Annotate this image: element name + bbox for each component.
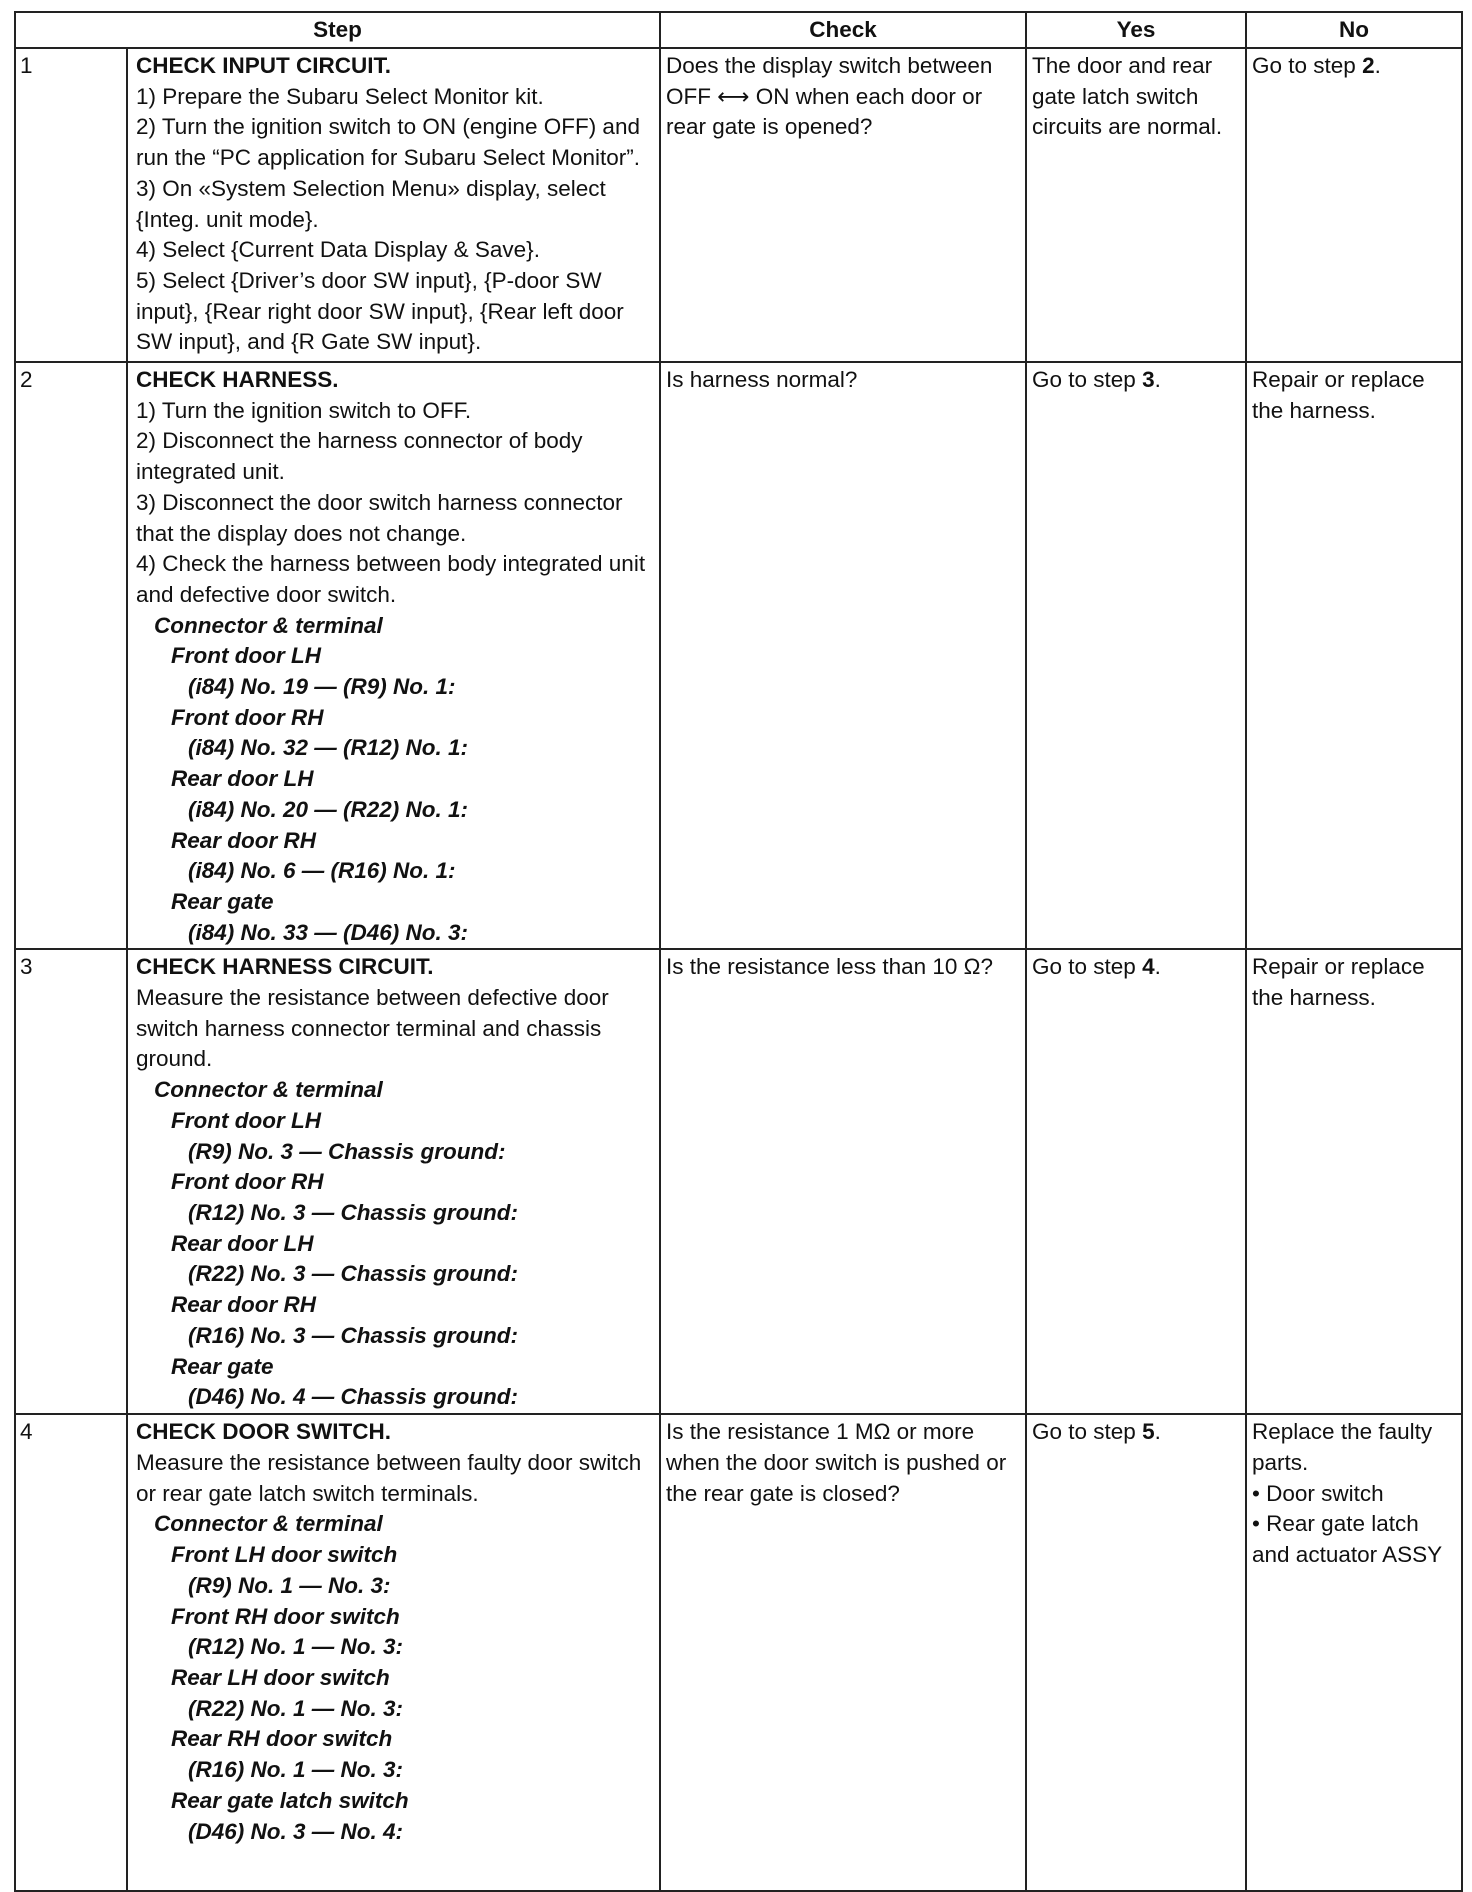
check-question: Is harness normal? [660,362,1026,949]
connector-terminal: (R16) No. 3 — Chassis ground: [188,1322,519,1348]
replace-part-item: • Rear gate latch and actuator ASSY [1252,1509,1458,1570]
instruction-line: Measure the resistance between faulty door switch or rear gate latch switch terminals. [136,1450,642,1506]
connector-label: Rear gate [171,1353,274,1379]
connector-terminal: (R9) No. 3 — Chassis ground: [188,1138,506,1164]
header-step: Step [15,12,660,48]
connector-label: Rear door LH [171,766,314,792]
yes-action-suffix: . [1154,367,1161,392]
step-row-3 [15,949,1462,1414]
check-question: Is the resistance 1 MΩ or more when the door switch is pushed or the rear gate is closed? [660,1414,1026,1891]
yes-action-suffix: . [1154,954,1161,980]
next-step-number: 5 [1142,1419,1155,1445]
instruction-line: 4) Check the harness between body integrated unit and defective door switch. [136,551,646,607]
check-question: Does the display switch between OFF ⟷ ON when each door or rear gate is opened? [660,48,1026,362]
next-step-number: 3 [1142,367,1155,392]
yes-action: The door and rear gate latch switch circuits are normal. [1026,48,1246,362]
step-row-2 [15,362,1462,949]
connector-heading: Connector & terminal [154,1077,383,1103]
connector-terminal: (i84) No. 33 — (D46) No. 3: [188,919,469,945]
yes-action-suffix: . [1154,1419,1161,1445]
instruction-line: 1) Prepare the Subaru Select Monitor kit. [136,83,544,109]
step-row-4 [15,1414,1462,1891]
connector-label: Front door RH [171,704,324,730]
connector-heading: Connector & terminal [154,612,383,638]
connector-terminal: (R22) No. 1 — No. 3: [188,1695,404,1721]
header-row [15,12,1462,48]
step-number: 1 [15,48,127,362]
yes-action-prefix: Go to step [1032,367,1143,392]
yes-action-prefix: Go to step [1032,954,1143,980]
instruction-line: 5) Select {Driver’s door SW input}, {P-door SW input}, {Rear right door SW input}, {Rear left door SW input}, and {R Gate SW input}. [136,267,624,355]
step-number: 2 [15,362,127,949]
connector-label: Front door LH [171,1107,321,1133]
instruction-line: 3) On «System Selection Menu» display, select {Integ. unit mode}. [136,175,606,232]
connector-heading: Connector & terminal [154,1511,383,1537]
no-action-text: Replace the faulty parts. [1252,1419,1433,1476]
no-action-suffix: . [1374,53,1381,78]
instruction-line: Measure the resistance between defective door switch harness connector terminal and chassis ground. [136,985,609,1072]
connector-terminal: (R16) No. 1 — No. 3: [188,1757,404,1783]
step-row-1 [15,48,1462,362]
connector-terminal: (R9) No. 1 — No. 3: [188,1572,391,1598]
connector-label: Front door RH [171,1169,324,1195]
connector-label: Front LH door switch [171,1542,398,1568]
step-description [127,48,660,362]
connector-terminal: (R12) No. 1 — No. 3: [188,1634,404,1660]
next-step-number: 4 [1142,954,1155,980]
step-number: 4 [15,1414,127,1891]
step-title: CHECK HARNESS CIRCUIT. [136,954,434,980]
connector-terminal: (i84) No. 6 — (R16) No. 1: [188,858,456,884]
connector-label: Rear door RH [171,827,317,853]
no-action [1246,1414,1462,1891]
connector-terminal: (D46) No. 4 — Chassis ground: [188,1384,519,1410]
yes-action [1026,362,1246,949]
header-no: No [1246,12,1462,48]
no-action: Repair or replace the harness. [1246,362,1462,949]
instruction-line: 3) Disconnect the door switch harness connector that the display does not change. [136,489,623,546]
diagnostic-procedure-table [14,11,1463,1892]
step-description [127,949,660,1414]
yes-action-prefix: Go to step [1032,1419,1143,1445]
connector-label: Rear gate latch switch [171,1787,409,1813]
connector-terminal: (i84) No. 19 — (R9) No. 1: [188,674,456,700]
connector-terminal: (R12) No. 3 — Chassis ground: [188,1199,519,1225]
no-action [1246,48,1462,362]
no-action-prefix: Go to step [1252,53,1363,78]
connector-label: Rear door RH [171,1292,317,1318]
connector-label: Front RH door switch [171,1603,400,1629]
connector-label: Rear gate [171,888,274,914]
step-title: CHECK INPUT CIRCUIT. [136,53,392,78]
instruction-line: 2) Disconnect the harness connector of body integrated unit. [136,428,583,485]
yes-action [1026,949,1246,1414]
header-check: Check [660,12,1026,48]
no-action: Repair or replace the harness. [1246,949,1462,1414]
connector-label: Rear RH door switch [171,1726,393,1752]
instruction-line: 4) Select {Current Data Display & Save}. [136,237,540,263]
step-title: CHECK DOOR SWITCH. [136,1419,391,1445]
header-yes: Yes [1026,12,1246,48]
step-number: 3 [15,949,127,1414]
connector-terminal: (i84) No. 32 — (R12) No. 1: [188,735,469,761]
connector-terminal: (R22) No. 3 — Chassis ground: [188,1261,519,1287]
instruction-line: 2) Turn the ignition switch to ON (engine OFF) and run the “PC application for Subaru Select Monitor”. [136,114,640,171]
connector-label: Front door LH [171,643,321,669]
connector-terminal: (i84) No. 20 — (R22) No. 1: [188,796,469,822]
yes-action [1026,1414,1246,1891]
step-description [127,362,660,949]
connector-label: Rear LH door switch [171,1664,390,1690]
next-step-number: 2 [1362,53,1375,78]
connector-terminal: (D46) No. 3 — No. 4: [188,1818,404,1844]
check-question: Is the resistance less than 10 Ω? [660,949,1026,1414]
connector-label: Rear door LH [171,1230,314,1256]
instruction-line: 1) Turn the ignition switch to OFF. [136,397,472,423]
replace-part-item: • Door switch [1252,1479,1458,1510]
step-title: CHECK HARNESS. [136,367,339,392]
step-description [127,1414,660,1891]
